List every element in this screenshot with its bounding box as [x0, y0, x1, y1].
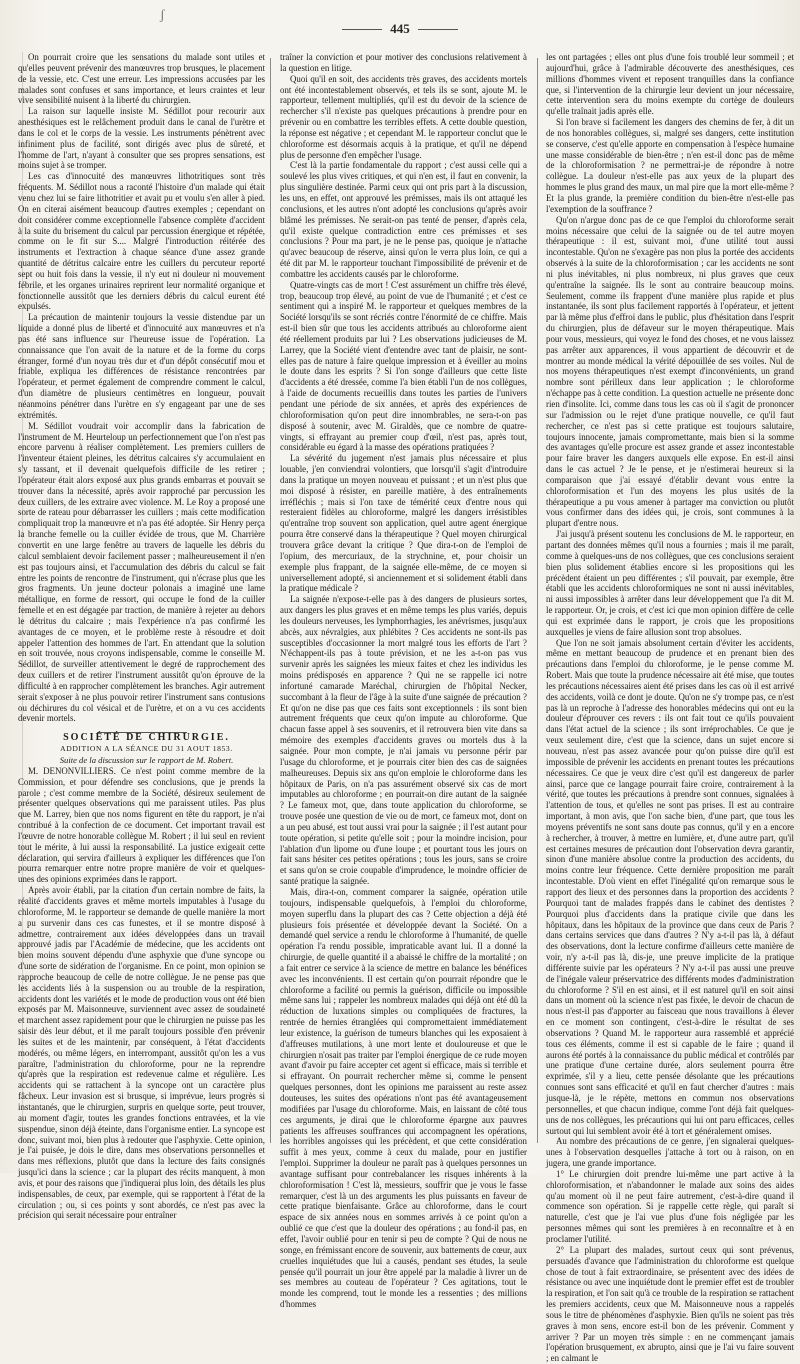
- paragraph: les ont partagées ; elles ont plus d'une fois troublé leur sommeil ; et aujourd'hui, grâce à l'admirable découverte des anesthésiques, ces millions d'hommes vivent et reposent tranquilles dans la confiance que, si l'intervention de la chirurgie leur devient un jour nécessaire, cette intervention sera du moins exempte du cortège de douleurs qu'elle traînait jadis après elle.: [546, 52, 794, 117]
- paragraph: Que l'on ne soit jamais absolument certain d'éviter les accidents, même en mettant beaucoup de prudence et en prenant bien des précautions dans l'emploi du chloroforme, je le pense comme M. Robert. Mais que toute la prudence nécessaire ait été mise, que toutes les précautions nécessaires aient été prises dans les cas où il est arrivé des accidents, voilà ce dont je doute. Qu'on ne s'y trompe pas, ce n'est pas là un reproche à l'adresse des honorables médecins qui ont eu la douleur d'éprouver ces revers : ils ont fait tout ce qu'ils pouvaient dans l'état actuel de la science ; ils sont irréprochables. Ce que je veux seulement dire, c'est que la science, dans un sujet encore si nouveau, n'est pas assez avancée pour qu'on puisse dire qu'il est impossible de prévenir les accidents en prenant toutes les précautions nécessaires. Ce que je veux dire c'est qu'il est dangereux de parler ainsi, parce que ce langage pourrait faire croire, contrairement à la vérité, que toutes les précautions à prendre sont connues, signalées à l'attention de tous, et qu'elles ne sont pas prises. Il est au contraire important, à mon avis, que l'on sache bien, d'une part, que tous les moyens préventifs ne sont sans doute pas connus, qu'il y en a encore à rechercher, à trouver, à mettre en lumière, et, d'une autre part, qu'il est certaines mesures de précaution dont l'observation devra garantir, sinon d'une manière absolue contre la production des accidents, du moins contre leur fréquence. Cette dernière proposition me paraît incontestable. D'où vient en effet l'inégalité qu'on remarque sous le rapport des lieux et des personnes dans la proportion des accidents ? Pourquoi tant de malades frappés dans le cabinet des dentistes ? Pourquoi plus d'accidents dans la pratique civile que dans les hôpitaux, dans les hôpitaux de la province que dans ceux de Paris ? dans certains services que dans d'autres ? N'y a-t-il pas là, à défaut des observations, dont la lecture confirme d'ailleurs cette manière de voir, n'y a-t-il pas là, dis-je, une preuve implicite de la pratique différente suivie par les opérateurs ? N'y a-t-il pas aussi une preuve de l'inégale valeur préservatrice des différents modes d'administration du chloroforme ? S'il en est ainsi, et il est naturel qu'il en soit ainsi dans un moment où la science n'est pas fixée, le devoir de chacun de nous n'est-il pas d'apporter au faisceau que nous travaillons à élever en ce moment son contingent, c'est-à-dire le résultat de ses observations ? Quand M. le rapporteur aura rassemblé et apprécié tous ces éléments, comme il est si capable de le faire ; quand il aurons été portés à la connaissance du public médical et contrôlés par une pratique d'une certaine durée, alors seulement pourra être exprimée, s'il y a lieu, cette pensée désolante que les précautions connues sont sans efficacité et qu'il en faut chercher d'autres : mais jusque-là, je le répète, mettons en commun nos observations personnelles, et que chacun indique, comme l'ont déjà fait quelques-uns de nos collègues, les précautions qui lui ont paru efficaces, celles surtout qui lui semblent avoir été à tort et généralement omises.: [546, 637, 794, 1136]
- paragraph: C'est là la partie fondamentale du rapport ; c'est aussi celle qui a soulevé les plus vives critiques, et qui n'en est, il faut en convenir, la plus singulière destinée. Parmi ceux qui ont pris part à la discussion, les uns, en effet, ont approuvé les prémisses, mais ils ont attaqué les conclusions, et les autres n'ont adopté les conclusions qu'après avoir blâmé les prémisses. Ne serait-on pas tenté de penser, d'après cela, qu'il existe quelque contradiction entre ces prémisses et ses conclusions ? Pour ma part, je ne le pense pas, quoique je n'attache qu'avec beaucoup de réserve, ainsi qu'on le verra plus loin, ce qui a été dit par M. le rapporteur touchant l'impossibilité de prévenir et de combattre les accidents causés par le chloroforme.: [280, 160, 527, 279]
- paragraph: Quoi qu'il en soit, des accidents très graves, des accidents mortels ont été incontestablement observés, et tels ils se sont, ajoute M. le rapporteur, tellement multipliés, qu'il est du devoir de la science de rechercher s'il n'existe pas quelques précautions à prendre pour en prévenir ou en combattre les terribles effets. A cette double question, la réponse est négative ; et cependant M. le rapporteur conclut que le chloroforme est désormais acquis à la pratique, et qu'il ne dépend plus de personne d'en empêcher l'usage.: [280, 73, 527, 160]
- column-rule-1: [270, 58, 271, 1143]
- paragraph: 1° Le chirurgien doit prendre lui-même une part active à la chloroformisation, et n'abandonner le malade aux soins des aides qu'au moment où il ne peut faire autrement, c'est-à-dire quand il commence son opération. Si je rappelle cette règle, qui paraît si naturelle, c'est que je l'ai vue plus d'une fois négligée par les personnes mêmes qui sont les premières à en reconnaître et à en proclamer l'utilité.: [546, 1168, 794, 1244]
- column-2: [280, 52, 527, 1310]
- column-1: [18, 52, 265, 1221]
- section-title: SOCIÉTÉ DE CHIRURGIE.: [63, 732, 230, 744]
- paragraph: Quatre-vingts cas de mort ! C'est assurément un chiffre très élevé, trop, beaucoup trop élevé, au point de vue de l'humanité ; et c'est ce sentiment qui a inspiré M. le rapporteur et quelques membres de la Société lorsqu'ils se sont récriés contre l'énormité de ce chiffre. Mais est-il bien sûr que tous les accidents attribués au chloroforme aient été réellement produits par lui ? Les observations judicieuses de M. Larrey, que la Société vient d'entendre avec tant de plaisir, ne sont-elles pas de nature à faire quelque impression et à éveiller au moins le doute dans les esprits ? Si l'on songe d'ailleurs que cette liste d'accidents a été dressée, comme l'a bien établi l'un de nos collègues, à l'aide de documents recueillis dans toutes les parties de l'univers pendant une période de six années, et après des expériences de chloroformisation qu'on peut dire innombrables, ne sera-t-on pas disposé à soutenir, avec M. Giraldès, que ce nombre de quatre-vingts, si effrayant au premier coup d'œil, n'est pas, après tout, considérable eu égard à la masse des opérations pratiquées ?: [280, 279, 527, 453]
- column-3: [546, 52, 794, 1364]
- paragraph: 2° La plupart des malades, surtout ceux qui sont prévenus, persuadés d'avance que l'administration du chloroforme est quelque chose de tout à fait extraordinaire, se présentent avec des idées de résistance ou avec une inquiétude dont le premier effet est de troubler la respiration, et l'on sait qu'à ce trouble de la respiration se rattachent les premiers accidents, ceux que M. Maisonneuve nous a rappelés sous le titre de phénomènes d'asphyxie. Bien qu'ils ne soient pas très graves à mon sens, encore est-il bon de les prévenir. Comment y arriver ? Par un moyen très simple : en ne commençant jamais l'opération brusquement, ex abrupto, ainsi que je l'ai vu faire souvent ; en calmant le: [546, 1244, 794, 1364]
- discussion-heading: Suite de la discussion sur le rapport de M. Robert.: [59, 755, 234, 765]
- paragraph: On pourrait croire que les sensations du malade sont utiles et qu'elles peuvent prévenir des manœuvres trop brusques, le placement de la vessie, etc. C'est une erreur. Les impressions accusées par les malades sont confuses et sans importance, et leurs craintes et leur vive sensibilité nuisent à la liberté du chirurgien.: [18, 52, 265, 106]
- paragraph: La précaution de maintenir toujours la vessie distendue par un liquide a donné plus de liberté et d'innocuité aux manœuvres et n'a pas été sans influence sur l'heureuse issue de l'opération. La connaissance que l'on avait de la nature et de la forme du corps étranger, formé d'un noyau très dur et d'un dépôt consécutif mou et friable, expliqua les différences de résistance rencontrées par l'opérateur, et permet également de comprendre comment le calcul, d'un diamètre de plusieurs centimètres en longueur, pouvait néanmoins pénétrer dans l'urètre en s'y engageant par une de ses extrémités.: [18, 312, 265, 420]
- section-subtitle: ADDITION A LA SÉANCE DU 31 AOUT 1853.: [60, 744, 233, 754]
- paragraph: La raison sur laquelle insiste M. Sédillot pour recourir aux anesthésiques est le relâchement produit dans le canal de l'urètre et dans le col et le corps de la vessie. Les instruments pénètrent avec infiniment plus de facilité, sont dirigés avec plus de sûreté, et l'homme de l'art, n'ayant à consulter que ses propres sensations, est moins sujet à se tromper.: [18, 106, 265, 171]
- paragraph: Si l'on brave si facilement les dangers des chemins de fer, à dit un de nos honorables collègues, si, malgré ses dangers, cette institution se conserve, c'est qu'elle apporte en compensation à l'espèce humaine une masse considérable de bien-être ; n'en est-il donc pas de même de la chloroformisation ? ne permettrai-je de répondre à notre collègue. La douleur n'est-elle pas aux yeux de la plupart des hommes le plus grand des maux, un mal pire que la mort elle-même ? Et la plus grande, la première condition du bien-être n'est-elle pas l'exemption de la souffrance ?: [546, 117, 794, 214]
- paragraph: Qu'on n'argue donc pas de ce que l'emploi du chloroforme serait moins nécessaire que celui de la saignée ou de tel autre moyen thérapeutique : il est, suivant moi, d'une utilité tout aussi incontestable. Qu'on ne s'exagère pas non plus la portée des accidents observés à la suite de la chloroformisation ; car les accidents ne sont ni plus inévitables, ni plus nombreux, ni plus graves que ceux qu'entraîne la saignée. Ils le sont au contraire beaucoup moins. Seulement, comme ils frappent d'une manière plus rapide et plus instantanée, ils sont plus facilement rapportés à l'opérateur, et jettent par là même plus d'effroi dans le public, plus d'hésitation dans l'esprit du chirurgien, plus de défaveur sur le moyen thérapeutique. Mais pour vous, messieurs, qui voyez le fond des choses, et ne vous laissez pas arrêter aux apparences, il vous appartient de découvrir et de montrer au monde médical la vérité dépouillée de ses voiles. Nul de nos moyens thérapeutiques n'est exempt d'inconvénients, un grand nombre sont périlleux dans leur application ; le chloroforme n'échappe pas à cette condition. La question actuelle ne présente donc rien d'insolite. Ici, comme dans tous les cas où il s'agit de prononcer sur l'admission ou le rejet d'une pratique nouvelle, ce qu'il faut rechercher, ce n'est pas si cette pratique est toujours salutaire, toujours innocente, jamais compromettante, mais bien si la somme des avantages qu'elle procure est assez grande et assez incontestable pour faire braver les dangers auxquels elle expose. En est-il ainsi dans le cas actuel ? Je le pense, et je n'estimerai heureux si la comparaison que j'ai essayé d'établir devant vous entre la chloroformisation et l'un des moyens les plus usités de la thérapeutique a pu vous amener à partager ma conviction ou plutôt vous confirmer dans des idées qui, je crois, sont communes à la plupart d'entre nous.: [546, 214, 794, 529]
- header-dash-left: [342, 29, 382, 30]
- column-rule-2: [537, 58, 538, 1143]
- stray-mark: ʃ: [160, 8, 165, 23]
- paragraph: Mais, dira-t-on, comment comparer la saignée, opération utile toujours, indispensable quelquefois, à l'emploi du chloroforme, moyen superflu dans la plupart des cas ? Cette objection a déjà été plusieurs fois présentée et développée devant la Société. On a demandé quel service a rendu le chloroforme à l'humanité, de quelle opération l'a rendu possible, impraticable avant lui. Il a donné la chirurgie, de quelle quantité il a abaissé le chiffre de la mortalité ; on a fait entrer ce service à la science de mettre en balance les bénéfices avec les inconvénients. Il est certain qu'on pourrait répondre que le chloroforme a facilité ou permis la guérison, difficile ou impossible même sans lui ; rappeler les nombreux malades qui déjà ont été dû la réduction de luxations simples ou compliquées de fractures, la rentrée de hernies étranglées qui compromettaient immédiatement leur existence, la guérison de tumeurs blanches qui les exposaient à d'affreuses mutilations, à une mort lente et douloureuse et que le chirurgien n'osait pas traiter par l'emploi énergique de ce rude moyen avant d'avoir pu faire accepter cet agent si efficace, mais si terrible et si effrayant. On pourrait rechercher même si, comme le pensent quelques personnes, dont les opinions me paraissent au reste assez douteuses, les suites des opérations n'ont pas été avantageusement modifiées par l'usage du chloroforme. Mais, en laissant de côté tous ces arguments, je dirai que le chloroforme épargne aux pauvres patients les affreuses souffrances qui accompagnent les opérations, les horribles angoisses qui les précèdent, et que cette considération suffit à mes yeux, comme à ceux du malade, pour en justifier l'emploi. Supprimer la douleur ne paraît pas à quelques personnes un avantage suffisant pour contrebalancer les risques inhérents à la chloroformisation ! C'est là, messieurs, souffrir que je vous le fasse remarquer, c'est là un des arguments les plus puissants en faveur de cette pratique bienfaisante. Grâce au chloroforme, dans le court espace de six années nous en sommes arrivés à ce point qu'on a oublié ce que c'est que la douleur des opérations ; au fond-il pas, en effet, l'avoir oublié pour en tenir si peu de compte ? Qui de nous ne songe, en frémissant encore de souvenir, aux battements de cœur, aux cruelles inquiétudes que lui a causés, pendant ses études, la seule pensée qu'il pourrait un jour être appelé par la maladie à livrer un de ses membres au couteau de l'opérateur ? Ces agitations, tout le monde les comprend, tout le monde les a ressenties ; des millions d'hommes: [280, 886, 527, 1310]
- paragraph: La sévérité du jugement n'est jamais plus nécessaire et plus louable, j'en conviendrai volontiers, que lorsqu'il s'agit d'introduire dans la pratique un moyen nouveau et puissant ; et un n'est plus que moi disposé à résister, en pareille matière, à des entraînements irréfléchis ; mais si l'on taxe de témérité ceux d'entre nous qui resteraient fidèles au chloroforme, malgré les dangers irrésistibles qu'entraîne trop souvent son application, quel autre agent énergique pourra être conservé dans la thérapeutique ? Quel moyen chirurgical trouvera grâce devant la critique ? Que dira-t-on de l'emploi de l'opium, des mercuriaux, de la strychnine, et, pour choisir un exemple plus frappant, de la saignée elle-même, de ce moyen si universellement adopté, si anciennement et si solidement établi dans la pratique médicale ?: [280, 453, 527, 594]
- paragraph: M. Sédillot voudrait voir accomplir dans la fabrication de l'instrument de M. Heurteloup un perfectionnement que l'on n'est pas encore parvenu à réaliser complètement. Les premiers cuillers de l'inventeur étaient pleines, les détritus calcaires s'y accumulaient en s'y tassant, et il devenait quelquefois difficile de les retirer ; l'opérateur était alors exposé aux plus grands embarras et pouvait se trouver dans la nécessité, après avoir rapproché par percussion les deux cuillers, de les extraire avec violence. M. Le Roy a proposé une sorte de rateau pour débarrasser les cuillers ; mais cette modification compliquait trop la manœuvre et n'a pas été adoptée. Sir Henry perça la branche femelle ou la cuiller évidée de trous, que M. Charrière convertit en une large fenêtre au travers de laquelle les débris du calcul semblaient devoir facilement passer ; malheureusement il n'en est pas toujours ainsi, et l'accumulation des débris du calcul se fait entre les points de rencontre de l'instrument, qui n'écrase plus que les gros fragments. Un jeune docteur polonais a imaginé une lame métallique, en forme de ressort, qui occupe le fond de la cuiller femelle et en est dégagée par traction, de manière à rejeter au dehors le détritus du calcaire ; mais l'expérience n'a pas confirmé les avantages de ce moyen, et le problème reste à résoudre et doit appeler l'attention des hommes de l'art. En attendant que la solution en soit trouvée, nous croyons indispensable, comme le conseille M. Sédillot, de surveiller attentivement le degré de rapprochement des deux cuillers et de retirer l'instrument aussitôt qu'on éprouve de la difficulté à en rapprocher complètement les branches. Agir autrement serait s'exposer à ne plus pouvoir retirer l'instrument sans contusions ou déchirures du col vésical et de l'urètre, et on a vu ces accidents devenir mortels.: [18, 420, 265, 724]
- paragraph: La saignée n'expose-t-elle pas à des dangers de plusieurs sortes, aux dangers les plus graves et en même temps les plus variés, depuis les douleurs nerveuses, les lymphorrhagies, les anévrismes, jusqu'aux abcès, aux névralgies, aux phlébites ? Ces accidents ne sont-ils pas susceptibles d'occasionner la mort malgré tous les efforts de l'art ? N'échappent-ils pas à toute prévision, et ne les a-t-on pas vus survenir après les saignées les mieux faites et chez les individus les moins prédisposés en apparence ? Qui ne se rappelle ici notre infortuné camarade Maréchal, chirurgien de l'hôpital Necker, succombant à la fleur de l'âge à la suite d'une saignée de précaution ? Et qu'on ne dise pas que ces faits sont exceptionnels : ils sont bien autrement fréquents que ceux qu'on impute au chloroforme. Que chacun fasse appel à ses souvenirs, et il retrouvera bien vite dans sa mémoire des exemples d'accidents graves ou mortels dus à la saignée. Pour mon compte, je n'ai jamais vu personne périr par l'usage du chloroforme, et je pourrais citer bien des cas de saignées malheureuses. Depuis six ans qu'on emploie le chloroforme dans les hôpitaux de Paris, on n'a pas assurément observé six cas de mort imputables au chloroforme ; en pourrait-on dire autant de la saignée ? Le fameux mot, que, dans toute application du chloroforme, se trouve posée une question de vie ou de mort, ce fameux mot, dont on a un peu abusé, est tout aussi vrai pour la saignée ; il l'est autant pour toute opération, si petite qu'elle soit ; pour la moindre incision, pour l'ablation d'un lipome ou d'une loupe ; et pourtant tous les jours on fait sans hésiter ces petites opérations ; tous les jours, sans se croire et sans qu'on se croie coupable d'imprudence, le moindre officier de santé pratique la saignée.: [280, 594, 527, 887]
- page-header: [0, 18, 800, 40]
- paragraph: Les cas d'innocuité des manœuvres lithotritiques sont très fréquents. M. Sédillot nous a raconté l'histoire d'un malade qui était venu chez lui se faire lithotritier et avait pu et voulu s'en aller à pied. On en citerai aisément beaucoup d'autres exemples ; cependant on doit considérer comme exceptionnelle l'absence complète d'accident à la suite du brisement du calcul par percussion énergique et répétée, comme on le fit sur S.... Malgré l'introduction réitérée des instruments et l'extraction à chaque séance d'une assez grande quantité de détritus calcaire entre les cuillers du percuteur reporté sept ou huit fois dans la vessie, il n'y eut ni douleur ni mouvement fébrile, et les organes urinaires reprirent leur normalité organique et fonctionnelle aussitôt que les derniers débris du calcul eurent été expulsés.: [18, 171, 265, 312]
- paragraph: Après avoir établi, par la citation d'un certain nombre de faits, la réalité d'accidents graves et même mortels imputables à l'usage du chloroforme, M. le rapporteur se demande de quelle manière la mort a pu survenir dans ces cas funestes, et il se montre disposé à admettre, contrairement aux idées développées dans un travail approuvé jadis par l'Académie de médecine, que les accidents ont bien moins souvent dépendu d'une asphyxie que d'une syncope ou d'une sorte de sidération de l'organisme. En ce point, mon opinion se rapproche beaucoup de celle de notre collègue. Je ne pense pas que les accidents liés à la suspension ou au trouble de la respiration, accidents dont les variétés et le mode de production vous ont été bien exposés par M. Maisonneuve, surviennent avec assez de soudaineté et marchent assez rapidement pour que le chirurgien ne puisse pas les saisir dès leur début, et il me paraît toujours possible d'en prévenir les suites et de les maintenir, par conséquent, à l'état d'accidents modérés, ou même légers, en interrompant, aussitôt qu'on les a vus paraître, l'administration du chloroforme, pour ne la reprendre qu'après que la respiration est redevenue calme et régulière. Les accidents qui se rattachent à la syncope ont un caractère plus fâcheux. Leur invasion est si brusque, si imprévue, leurs progrès si instantanés, que le chirurgien, surpris en quelque sorte, peut trouver, au moment d'agir, toutes les grandes fonctions entravées, et la vie suspendue, sinon déjà éteinte, dans l'organisme entier. La syncope est donc, suivant moi, bien plus à redouter que l'asphyxie. Cette opinion, je l'ai puisée, je dois le dire, dans mes observations personnelles et dans mes réflexions, plutôt que dans la lecture des faits consignés jusqu'ici dans la science ; car la plupart des récits manquent, à mon avis, et pour des raisons que j'indiquerai plus loin, des détails les plus indispensables, de ceux, par exemple, qui se rapportent à l'état de la circulation ; ou, si ces points y sont abordés, ce n'est pas avec la précision qui serait nécessaire pour entraîner: [18, 885, 265, 1221]
- paragraph: traîner la conviction et pour motiver des conclusions relativement à la question en litige.: [280, 52, 527, 73]
- header-dash-right: [418, 29, 458, 30]
- paragraph: Au nombre des précautions de ce genre, j'en signalerai quelques-unes à l'observation desquelles j'attache à tort ou à raison, on en jugera, une grande importance.: [546, 1136, 794, 1169]
- paragraph: J'ai jusqu'à présent soutenu les conclusions de M. le rapporteur, en partant des données mêmes qu'il nous a fournies ; mais il me paraît, comme à quelques-uns de nos collègues, que ces conclusions seraient bien plus solidement établies encore si les propositions qui les précèdent étaient un peu différentes ; s'il pouvait, par exemple, être établi que les accidents chloroformiques ne sont ni aussi inévitables, ni aussi impossibles à arrêter dans leur développement que l'a dit M. le rapporteur. Or, je crois, et c'est ici que mon opinion diffère de celle qui est exprimée dans le rapport, je crois que les propositions auxquelles je viens de faire allusion sont trop absolues.: [546, 529, 794, 637]
- page-number: 445: [390, 21, 410, 36]
- paragraph: M. DENONVILLIERS. Ce n'est point comme membre de la Commission, et pour défendre ses conclusions, que je prends la parole ; c'est comme membre de la Société, désireux seulement de présenter quelques observations qui me paraissent utiles. Pas plus que M. Larrey, bien que nos noms figurent en tête du rapport, je n'ai contribué à la confection de ce document. Cet important travail est l'œuvre de notre honorable collègue M. Robert ; il lui seul en revient tout le mérite, à lui aussi la responsabilité. La justice exigeait cette déclaration, qui servira d'ailleurs à expliquer les différences que l'on pourra remarquer entre notre propre manière de voir et quelques-unes des opinions exprimées dans le rapport.: [18, 765, 265, 885]
